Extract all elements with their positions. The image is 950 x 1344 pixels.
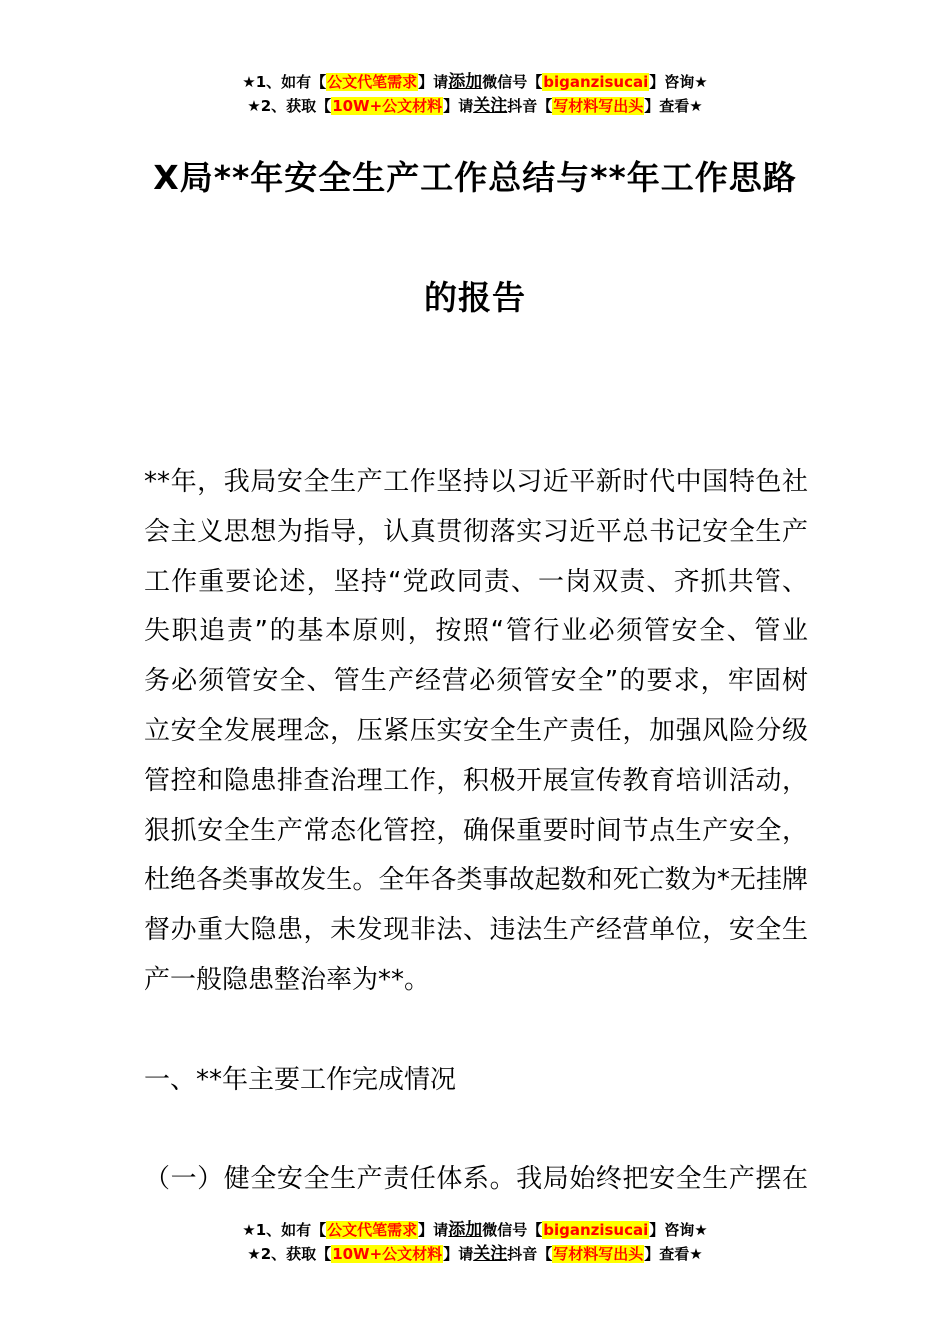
paragraph-line: 失职追责”的基本原则，按照“管行业必须管安全、管业 xyxy=(144,616,808,647)
banner-line-1 xyxy=(0,1218,950,1242)
banner-line-1 xyxy=(0,70,950,94)
paragraph-line: **年，我局安全生产工作坚持以习近平新时代中国特色社 xyxy=(144,467,808,497)
document-title-line-1: X局**年安全生产工作总结与**年工作思路 xyxy=(153,158,797,197)
banner-text: ★2、获取【 xyxy=(247,1245,332,1263)
banner-highlight: 公文代笔需求 xyxy=(327,1221,418,1239)
header-banner xyxy=(0,70,950,118)
banner-highlight: biganzisucai xyxy=(543,1221,649,1239)
banner-text: 】查看★ xyxy=(644,1245,703,1263)
footer-banner xyxy=(0,1218,950,1266)
banner-text: 抖音【 xyxy=(507,1245,553,1263)
banner-text: 抖音【 xyxy=(507,97,553,115)
paragraph-line: 产一般隐患整治率为**。 xyxy=(144,964,431,995)
banner-text: 】请 xyxy=(418,73,449,91)
banner-underline: 添加 xyxy=(448,1220,483,1240)
banner-text: ★1、如有【 xyxy=(242,73,327,91)
banner-text: 微信号【 xyxy=(482,73,543,91)
banner-text: 】请 xyxy=(443,1245,474,1263)
intro-paragraph xyxy=(144,458,808,1006)
paragraph-line: 会主义思想为指导，认真贯彻落实习近平总书记安全生产 xyxy=(144,516,808,547)
banner-highlight: 10W+公文材料 xyxy=(332,1245,443,1263)
paragraph-line: 狠抓安全生产常态化管控，确保重要时间节点生产安全， xyxy=(144,815,808,846)
banner-highlight: 公文代笔需求 xyxy=(327,73,418,91)
banner-text: 】咨询★ xyxy=(649,1221,708,1239)
paragraph-line: 工作重要论述，坚持“党政同责、一岗双责、齐抓共管、 xyxy=(144,566,808,597)
banner-underline: 关注 xyxy=(473,1244,508,1264)
paragraph-line: （一）健全安全生产责任体系。我局始终把安全生产摆在 xyxy=(144,1164,808,1194)
paragraph-line: 督办重大隐患，未发现非法、违法生产经营单位，安全生 xyxy=(144,915,808,946)
banner-text: ★2、获取【 xyxy=(247,97,332,115)
banner-underline: 关注 xyxy=(473,96,508,116)
banner-text: 】咨询★ xyxy=(649,73,708,91)
banner-underline: 添加 xyxy=(448,72,483,92)
banner-text: 】请 xyxy=(443,97,474,115)
first-item-paragraph xyxy=(144,1155,808,1205)
banner-text: 】查看★ xyxy=(644,97,703,115)
banner-highlight: 写材料写出头 xyxy=(553,97,644,115)
paragraph-line: 杜绝各类事故发生。全年各类事故起数和死亡数为*无挂牌 xyxy=(144,865,808,896)
banner-highlight: biganzisucai xyxy=(543,73,649,91)
paragraph-line: 管控和隐患排查治理工作，积极开展宣传教育培训活动， xyxy=(144,765,808,796)
banner-line-2 xyxy=(0,94,950,118)
banner-highlight: 10W+公文材料 xyxy=(332,97,443,115)
paragraph-line: 立安全发展理念，压紧压实安全生产责任，加强风险分级 xyxy=(144,715,808,746)
banner-text: 微信号【 xyxy=(482,1221,543,1239)
banner-text: 】请 xyxy=(418,1221,449,1239)
banner-line-2 xyxy=(0,1242,950,1266)
paragraph-line: 务必须管安全、管生产经营必须管安全”的要求，牢固树 xyxy=(144,666,808,697)
document-title-line-2: 的报告 xyxy=(424,278,526,317)
section-heading: 一、**年主要工作完成情况 xyxy=(144,1065,457,1095)
banner-highlight: 写材料写出头 xyxy=(553,1245,644,1263)
banner-text: ★1、如有【 xyxy=(242,1221,327,1239)
